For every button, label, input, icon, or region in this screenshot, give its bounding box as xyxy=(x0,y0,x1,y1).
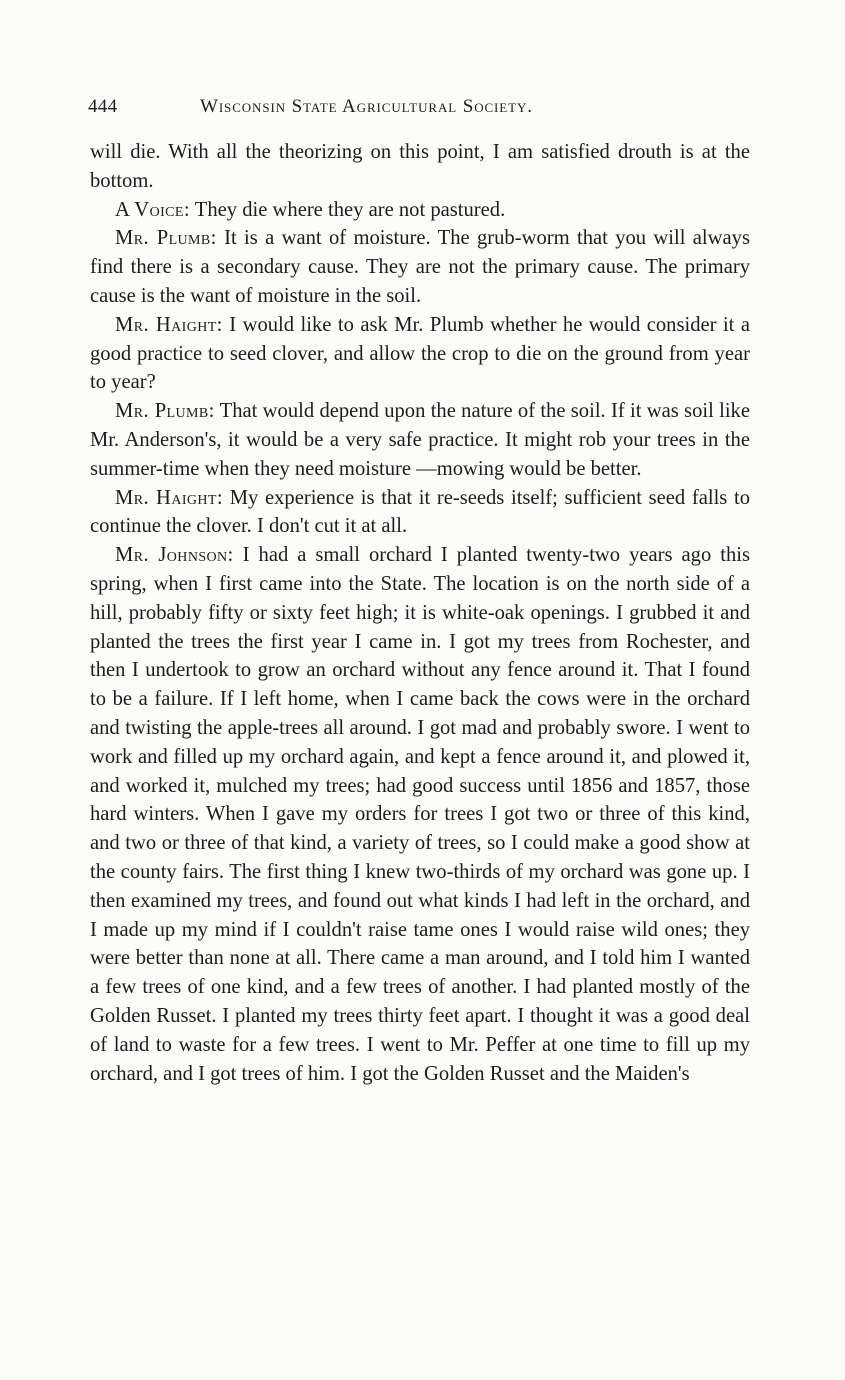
paragraph-text: It is a want of moisture. The grub-worm that you will always find there is a secondary cause. They are not the primary cause. The primary cause is the want of moisture in the soil. xyxy=(90,227,750,307)
paragraph xyxy=(90,224,750,310)
paragraph-text: They die where they are not pastured. xyxy=(194,198,506,221)
running-title: Wisconsin State Agricultural Society. xyxy=(200,96,533,117)
paragraph xyxy=(90,138,750,196)
paragraph-text: will die. With all the theorizing on this point, I am satisfied drouth is at the bottom. xyxy=(90,141,750,192)
paragraph xyxy=(90,397,750,483)
speaker-name: Mr. Johnson: xyxy=(115,544,234,567)
paragraph xyxy=(90,311,750,397)
paragraph xyxy=(90,484,750,542)
page-body xyxy=(90,138,750,1088)
paragraph xyxy=(90,196,750,225)
page-number: 444 xyxy=(88,96,118,117)
speaker-name: Mr. Plumb: xyxy=(115,400,215,423)
paragraph-text: I would like to ask Mr. Plumb whether he would consider it a good practice to seed clover, and allow the crop to die on the ground from year to year? xyxy=(90,313,750,394)
speaker-name: A Voice: xyxy=(115,198,190,221)
paragraph xyxy=(90,541,750,1088)
paragraph-text: That would depend upon the nature of the soil. If it was soil like Mr. Anderson's, it would be a very safe practice. It might rob your trees in the summer-time when they need moisture —mowing would be better. xyxy=(90,400,750,480)
speaker-name: Mr. Haight: xyxy=(115,313,223,336)
paragraph-text: My experience is that it re-seeds itself; sufficient seed falls to continue the clover. I don't cut it at all. xyxy=(90,486,750,538)
speaker-name: Mr. Haight: xyxy=(115,486,224,509)
page-header xyxy=(88,96,748,122)
paragraph-text: I had a small orchard I planted twenty-two years ago this spring, when I first came into the State. The location is on the north side of a hill, probably fifty or sixty feet high; it is white-oak openings. I grubbed it and planted the trees the first year I came in. I got my trees from Rochester, and then I undertook to grow an orchard without any fence around it. That I found to be a failure. If I left home, when I came back the cows were in the orchard and twisting the apple-trees all around. I got mad and probably swore. I went to work and filled up my orchard again, and kept a fence around it, and plowed it, and worked it, mulched my trees; had good success until 1856 and 1857, those hard winters. When I gave my orders for trees I got two or three of this kind, and two or three of that kind, a variety of trees, so I could make a good show at the county fairs. The first thing I knew two-thirds of my orchard was gone up. I then examined my trees, and found out what kinds I had left in the orchard, and I made up my mind if I couldn't raise tame ones I would raise wild ones; they were better than none at all. There came a man around, and I told him I wanted a few trees of one kind, and a few trees of another. I had planted mostly of the Golden Russet. I planted my trees thirty feet apart. I thought it was a good deal of land to waste for a few trees. I went to Mr. Peffer at one time to fill up my orchard, and I got trees of him. I got the Golden Russet and the Maiden's xyxy=(90,544,751,1085)
speaker-name: Mr. Plumb: xyxy=(115,227,217,250)
